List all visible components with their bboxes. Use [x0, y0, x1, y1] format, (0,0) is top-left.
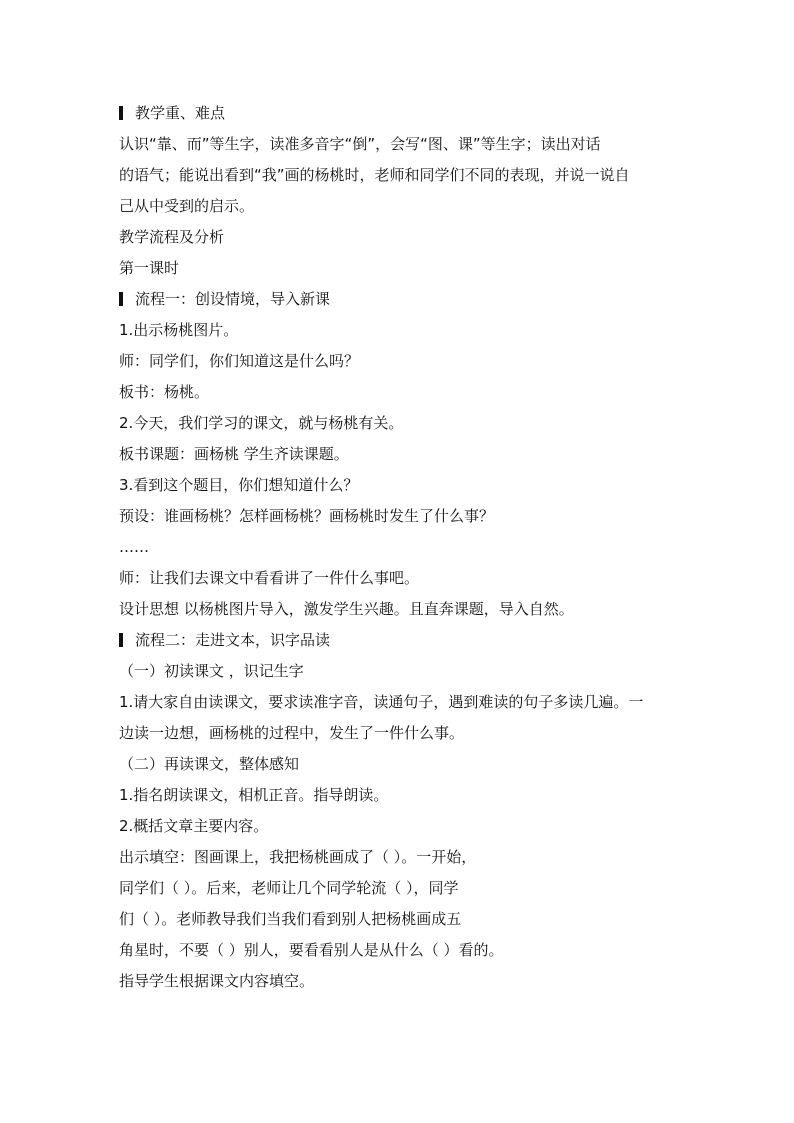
heading-first-lesson: 第一课时 [119, 259, 180, 277]
paragraph-line: 指导学生根据课文内容填空。 [119, 972, 315, 990]
paragraph-line: …… [119, 538, 149, 556]
paragraph-line: 认识“靠、而”等生字，读准多音字“倒”，会写“图、课”等生字；读出对话 [119, 135, 601, 153]
paragraph-line: 设计思想 以杨桃图片导入，激发学生兴趣。且直奔课题，导入自然。 [119, 600, 574, 618]
subheading-second-reading: （二）再读课文，整体感知 [119, 755, 300, 773]
paragraph-line: 板书课题：画杨桃 学生齐读课题。 [119, 445, 349, 463]
section-marker-icon [119, 292, 123, 306]
paragraph-line: 师：同学们，你们知道这是什么吗？ [119, 352, 360, 370]
line-text: 教学重、难点 [135, 104, 226, 122]
fill-in-blank-line: 同学们（ ）。后来，老师让几个同学轮流（ ），同学 [119, 879, 459, 897]
subheading-first-reading: （一）初读课文 ，识记生字 [119, 662, 304, 680]
paragraph-line: 1.出示杨桃图片。 [119, 321, 239, 339]
paragraph-line: 师：让我们去课文中看看讲了一件什么事吧。 [119, 569, 420, 587]
heading-process-two [119, 625, 679, 656]
fill-in-blank-line: 角星时，不要（ ）别人，要看看别人是从什么（ ）看的。 [119, 941, 504, 959]
heading-key-points [119, 98, 679, 129]
paragraph-line: 预设：谁画杨桃？怎样画杨桃？画杨桃时发生了什么事？ [119, 507, 495, 525]
heading-teaching-process: 教学流程及分析 [119, 228, 225, 246]
line-text: 流程一：创设情境，导入新课 [135, 290, 331, 308]
line-text: 流程二：走进文本，识字品读 [135, 631, 331, 649]
paragraph-line: 板书：杨桃。 [119, 383, 210, 401]
paragraph-line: 1.请大家自由读课文，要求读准字音，读通句子，遇到难读的句子多读几遍。一 [119, 693, 644, 711]
paragraph-line: 3.看到这个题目，你们想知道什么？ [119, 476, 359, 494]
section-marker-icon [119, 106, 123, 120]
section-marker-icon [119, 633, 123, 647]
heading-process-one [119, 284, 679, 315]
document-body [119, 98, 679, 997]
paragraph-line: 的语气；能说出看到“我”画的杨桃时，老师和同学们不同的表现，并说一说自 [119, 166, 630, 184]
paragraph-line: 己从中受到的启示。 [119, 197, 255, 215]
paragraph-line: 2.概括文章主要内容。 [119, 817, 269, 835]
paragraph-line: 1.指名朗读课文，相机正音。指导朗读。 [119, 786, 389, 804]
fill-in-blank-line: 们（ ）。老师教导我们当我们看到别人把杨桃画成五 [119, 910, 462, 928]
fill-in-blank-line: 出示填空：图画课上，我把杨桃画成了（ ）。一开始， [119, 848, 477, 866]
paragraph-line: 边读一边想，画杨桃的过程中，发生了一件什么事。 [119, 724, 465, 742]
paragraph-line: 2.今天，我们学习的课文，就与杨桃有关。 [119, 414, 404, 432]
